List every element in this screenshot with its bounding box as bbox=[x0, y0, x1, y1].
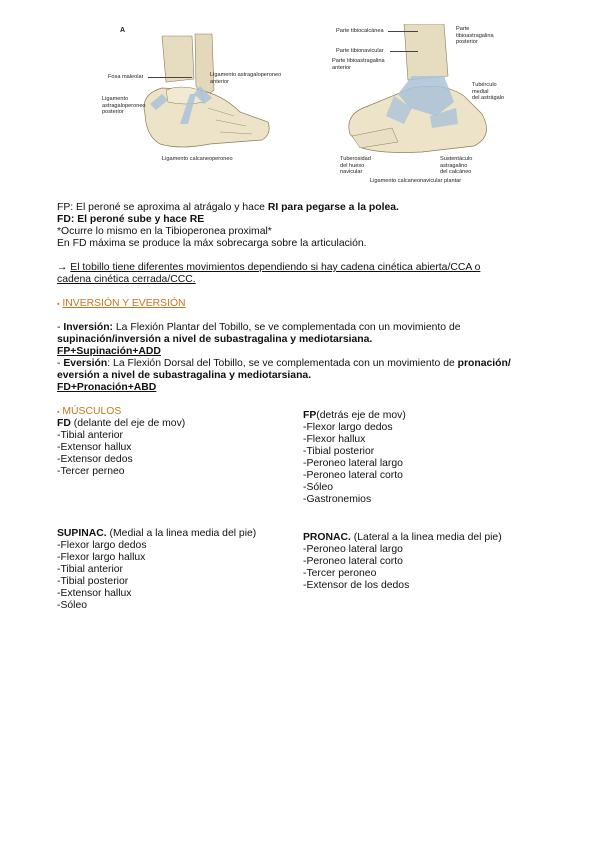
list-item: -Flexor hallux bbox=[303, 434, 366, 445]
label-lig-calcaneonavicular: Ligamento calcaneonavicular plantar bbox=[370, 178, 462, 184]
label-parte-tibioastragalina-anterior: Parte tibioastragalina anterior bbox=[332, 58, 385, 71]
list-item: -Tibial anterior bbox=[57, 564, 124, 575]
dash: - bbox=[57, 322, 64, 333]
label-lig-astragaloperoneo-anterior: Ligamento astragaloperoneo anterior bbox=[210, 72, 282, 85]
list-item: -Peroneo lateral corto bbox=[303, 556, 403, 567]
tobillo-text-1: El tobillo tiene diferentes movimientos dependiendo si hay cadena cinética abierta/CCA o bbox=[70, 262, 481, 273]
eversion-line bbox=[57, 358, 511, 370]
leader-line bbox=[390, 51, 418, 52]
label-lig-calcaneoperoneo: Ligamento calcaneoperoneo bbox=[162, 156, 233, 162]
list-item: -Flexor largo dedos bbox=[303, 422, 393, 433]
fd-column bbox=[57, 418, 185, 478]
ankle-lateral-illustration bbox=[100, 24, 282, 166]
supinac-heading: SUPINAC. (Medial a la linea media del pie) bbox=[57, 528, 257, 539]
panel-letter: A bbox=[120, 27, 126, 34]
list-item: -Extensor hallux bbox=[57, 442, 132, 453]
label-sustentaculo: Sustentáculo astragalino del calcáneo bbox=[440, 156, 473, 175]
fp-bold-text: RI para pegarse a la polea. bbox=[267, 202, 399, 213]
list-item: -Extensor dedos bbox=[57, 454, 133, 465]
list-item: -Gastronemios bbox=[303, 494, 372, 505]
eversion-label: Eversión bbox=[63, 358, 108, 369]
eversion-bold: pronación/ bbox=[457, 358, 511, 369]
list-item: -Peroneo lateral largo bbox=[303, 458, 403, 469]
pronac-heading: PRONAC. (Lateral a la linea media del pie) bbox=[303, 532, 502, 543]
list-item: -Tibial posterior bbox=[303, 446, 375, 457]
label-tuberculo-medial: Tubérculo medial del astrágalo bbox=[472, 82, 505, 101]
bullet-icon: ▪ bbox=[57, 301, 60, 308]
ankle-medial-illustration bbox=[332, 24, 512, 184]
label-parte-tibionavicular: Parte tibionavicular bbox=[336, 48, 384, 54]
eversion-line-2: eversión a nivel de subastragalina y mediotarsiana. bbox=[57, 370, 312, 381]
leader-line bbox=[388, 31, 418, 32]
inversion-formula: FP+Supinación+ADD bbox=[57, 346, 161, 357]
bullet-icon: ▪ bbox=[57, 409, 60, 416]
ocurre-line: *Ocurre lo mismo en la Tibioperonea proximal* bbox=[57, 226, 272, 237]
section-musculos-title: MÚSCULOS bbox=[62, 406, 122, 417]
list-item: -Sóleo bbox=[303, 482, 334, 493]
fd-heading: FD (delante del eje de mov) bbox=[57, 418, 186, 429]
list-item: -Flexor largo dedos bbox=[57, 540, 147, 551]
list-item: -Peroneo lateral largo bbox=[303, 544, 403, 555]
list-item: -Tibial posterior bbox=[57, 576, 129, 587]
list-item: -Tercer peroneo bbox=[303, 568, 377, 579]
label-parte-tibiocalcanea: Parte tibiocalcánea bbox=[336, 28, 384, 34]
eversion-text: : La Flexión Dorsal del Tobillo, se ve complementada con un movimiento de bbox=[107, 358, 458, 369]
max-sobrecarga-line: En FD máxima se produce la máx sobrecarga sobre la articulación. bbox=[57, 238, 367, 249]
fp-heading: FP(detrás eje de mov) bbox=[303, 410, 406, 421]
list-item: -Extensor hallux bbox=[57, 588, 132, 599]
fd-line: FD: El peroné sube y hace RE bbox=[57, 214, 205, 225]
fp-text: FP: El peroné se aproxima al atrágalo y hace bbox=[57, 202, 268, 213]
supinac-column bbox=[57, 528, 256, 612]
list-item: -Extensor de los dedos bbox=[303, 580, 410, 591]
inversion-label: Inversión: bbox=[63, 322, 114, 333]
fp-column bbox=[303, 410, 406, 506]
eversion-formula: FD+Pronación+ABD bbox=[57, 382, 157, 393]
section-inversion-title: INVERSIÓN Y EVERSIÓN bbox=[62, 298, 186, 309]
ankle-lateral-drawing bbox=[100, 24, 275, 166]
label-tuberosidad-navicular: Tuberosidad del hueso navicular bbox=[340, 156, 371, 175]
list-item: -Peroneo lateral corto bbox=[303, 470, 403, 481]
section-inversion-heading bbox=[57, 298, 186, 311]
tobillo-line-2: cadena cinética cerrada/CCC. bbox=[57, 274, 196, 285]
leader-line bbox=[148, 77, 192, 78]
inversion-text: La Flexión Plantar del Tobillo, se ve complementada con un movimiento de bbox=[113, 322, 461, 333]
inversion-line bbox=[57, 322, 461, 334]
label-fosa-maleolar: Fosa maleolar bbox=[108, 74, 144, 80]
arrow-icon: → bbox=[57, 262, 68, 273]
list-item: -Tercer perneo bbox=[57, 466, 125, 477]
tobillo-line-1 bbox=[57, 262, 480, 274]
list-item: -Flexor largo hallux bbox=[57, 552, 146, 563]
list-item: -Sóleo bbox=[57, 600, 88, 611]
label-lig-astragaloperoneo-posterior: Ligamento astragaloperoneo posterior bbox=[102, 96, 146, 115]
fp-line bbox=[57, 202, 399, 214]
list-item: -Tibial anterior bbox=[57, 430, 124, 441]
inversion-line-2: supinación/inversión a nivel de subastragalina y mediotarsiana. bbox=[57, 334, 373, 345]
label-parte-tibioastragalina-posterior: Parte tibioastragalina posterior bbox=[456, 26, 494, 45]
pronac-column bbox=[303, 532, 502, 592]
dash: - bbox=[57, 358, 64, 369]
